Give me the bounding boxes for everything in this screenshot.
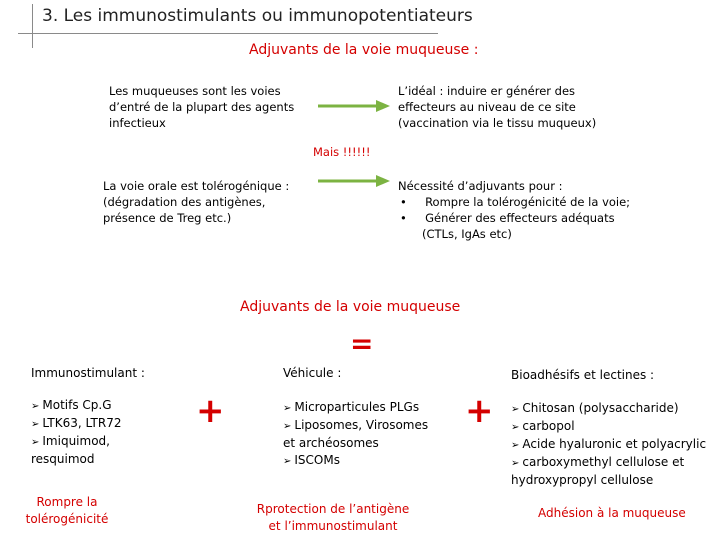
ideal-line: (vaccination via le tissu muqueux) (398, 116, 597, 130)
mucosa-text (109, 83, 309, 131)
need-title: Nécessité d’adjuvants pour : (398, 179, 563, 193)
list-item: ➢ ISCOMs (283, 453, 340, 467)
heading-adjuvants-2: Adjuvants de la voie muqueuse (240, 299, 461, 315)
oral-line: (dégradation des antigènes, (103, 195, 266, 209)
immunostimulant-title: Immunostimulant : (31, 366, 145, 380)
slide-title: 3. Les immunostimulants ou immunopotentiateurs (42, 6, 473, 26)
ideal-text (398, 83, 638, 131)
mais-label: Mais !!!!!! (313, 145, 371, 159)
right-arrow-icon (318, 99, 390, 113)
list-item: ➢ Acide hyaluronic et polyacrylic (511, 437, 707, 451)
need-continuation: (CTLs, IgAs etc) (422, 227, 512, 241)
title-underline (18, 33, 438, 34)
footer-line: et l’immunostimulant (268, 519, 398, 533)
mucosa-line: d’entré de la plupart des agents (109, 100, 295, 114)
adjuvant-need-text (398, 178, 658, 242)
footer-line: tolérogénicité (25, 512, 109, 526)
oral-line: La voie orale est tolérogénique : (103, 179, 290, 193)
list-item: ➢ Imiquimod, (31, 434, 110, 448)
oral-route-text (103, 178, 313, 226)
list-item: ➢ Liposomes, Virosomes (283, 418, 429, 432)
list-item: ➢ carbopol (511, 419, 575, 433)
plus-sign: + (465, 391, 494, 431)
heading-adjuvants: Adjuvants de la voie muqueuse : (249, 42, 479, 58)
list-item: ➢ Chitosan (polysaccharide) (511, 401, 679, 415)
footer-line: Rprotection de l’antigène (256, 502, 410, 516)
list-item: ➢ Microparticules PLGs (283, 400, 420, 414)
mucosa-line: infectieux (109, 116, 166, 130)
list-continuation: hydroxypropyl cellulose (511, 473, 654, 487)
list-continuation: resquimod (31, 452, 95, 466)
vehicle-footer (252, 501, 414, 535)
immunostimulant-list (31, 397, 181, 468)
bioadhesives-list (511, 400, 716, 489)
right-arrow-icon (318, 174, 390, 188)
footer-line: Rompre la (36, 495, 98, 509)
vehicle-list (283, 399, 453, 470)
equals-sign: = (350, 327, 374, 360)
ideal-line: L’idéal : induire er générer des (398, 84, 576, 98)
list-item: ➢ LTK63, LTR72 (31, 416, 122, 430)
ideal-line: effecteurs au niveau de ce site (398, 100, 576, 114)
list-item: ➢ carboxymethyl cellulose et (511, 455, 685, 469)
oral-line: présence de Treg etc.) (103, 211, 232, 225)
need-bullet: • Rompre la tolérogénicité de la voie; (400, 195, 631, 209)
bioadhesives-title: Bioadhésifs et lectines : (511, 368, 655, 382)
vehicle-title: Véhicule : (283, 366, 342, 380)
immunostimulant-footer (22, 494, 112, 528)
list-continuation: et archéosomes (283, 436, 379, 450)
mucosa-line: Les muqueuses sont les voies (109, 84, 281, 98)
bioadhesives-footer: Adhésion à la muqueuse (538, 506, 686, 520)
list-item: ➢ Motifs Cp.G (31, 398, 112, 412)
title-vertical-rule (32, 4, 33, 48)
need-bullet: • Générer des effecteurs adéquats (400, 211, 615, 225)
plus-sign: + (196, 391, 225, 431)
